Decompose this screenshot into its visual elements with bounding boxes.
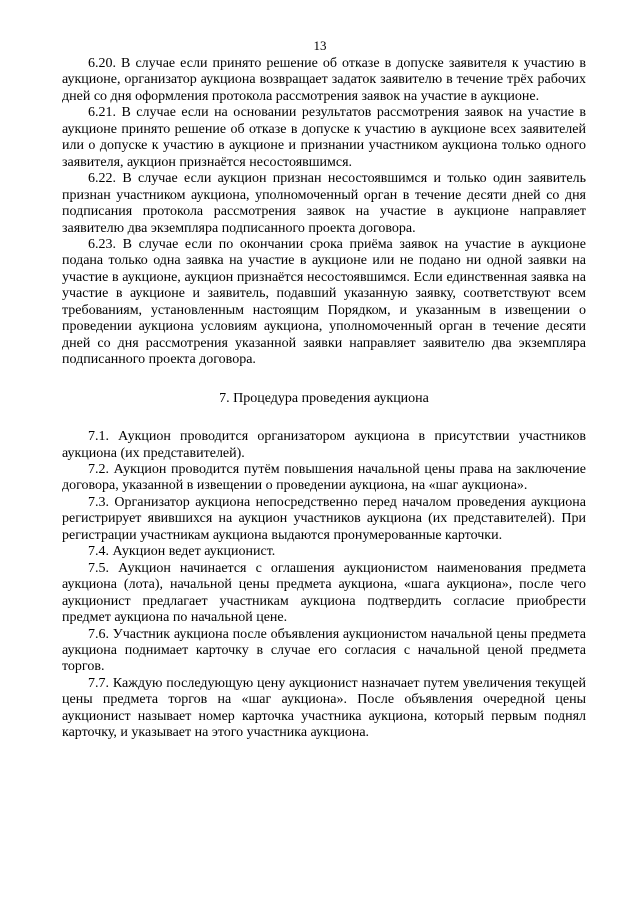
paragraph-7-5: 7.5. Аукцион начинается с оглашения аукционистом наименования предмета аукциона (лота), начальной цены предмета аукциона, «шага аукциона», после чего аукционист предлагает участникам аукциона подтвердить согласие приобрести предмет аукциона по начальной цене. [62,560,586,626]
paragraph-7-6: 7.6. Участник аукциона после объявления аукционистом начальной цены предмета аукциона поднимает карточку в случае его согласия с начальной ценой предмета торгов. [62,626,586,675]
paragraph-7-1: 7.1. Аукцион проводится организатором аукциона в присутствии участников аукциона (их представителей). [62,429,586,461]
paragraph-6-21: 6.21. В случае если на основании результатов рассмотрения заявок на участие в аукционе принято решение об отказе в допуске к участию в аукционе всех заявителей или о допуске к участию в аукционе и признании участником аукциона только одного заявителя, аукцион признаётся несостоявшимся. [62,105,586,170]
page-number: 13 [313,38,327,53]
paragraph-7-3: 7.3. Организатор аукциона непосредственно перед началом проведения аукциона регистрирует явившихся на аукцион участников аукциона (их представителей). При регистрации участникам аукциона выдаются пронумерованные карточки. [62,494,586,543]
paragraph-6-20: 6.20. В случае если принято решение об отказе в допуске заявителя к участию в аукционе, организатор аукциона возвращает задаток заявителю в течение трёх рабочих дней со дня оформления протокола рассмотрения заявок на участие в аукционе. [62,56,586,104]
paragraph-6-22: 6.22. В случае если аукцион признан несостоявшимся и только один заявитель признан участником аукциона, уполномоченный орган в течение десяти дней со дня подписания протокола рассмотрения заявок на участие в аукционе направляет заявителю два экземпляра подписанного проекта договора. [62,171,586,236]
paragraph-7-2: 7.2. Аукцион проводится путём повышения начальной цены права на заключение договора, указанной в извещении о проведении аукциона, на «шаг аукциона». [62,461,586,494]
document-body [62,56,586,742]
paragraph-7-7: 7.7. Каждую последующую цену аукционист назначает путем увеличения текущей цены предмета торгов на «шаг аукциона». После объявления очередной цены аукционист называет номер карточка участника аукциона, который первым поднял карточку, и указывает на этого участника аукциона. [62,675,586,741]
paragraph-7-4: 7.4. Аукцион ведет аукционист. [88,544,276,560]
section-title: 7. Процедура проведения аукциона [219,390,429,406]
paragraph-6-23: 6.23. В случае если по окончании срока приёма заявок на участие в аукционе подана только одна заявка на участие в аукционе или не подано ни одной заявки на участие в аукционе, аукцион признаётся несостоявшимся. Если единственная заявка на участие в аукционе и заявитель, подавший указанную заявку, соответствуют всем требованиям, установленным настоящим Порядком, и указанным в извещении о проведении аукциона условиям аукциона, уполномоченный орган в течение десяти дней со дня рассмотрения указанной заявки направляет заявителю два экземпляра подписанного проекта договора. [62,236,586,368]
